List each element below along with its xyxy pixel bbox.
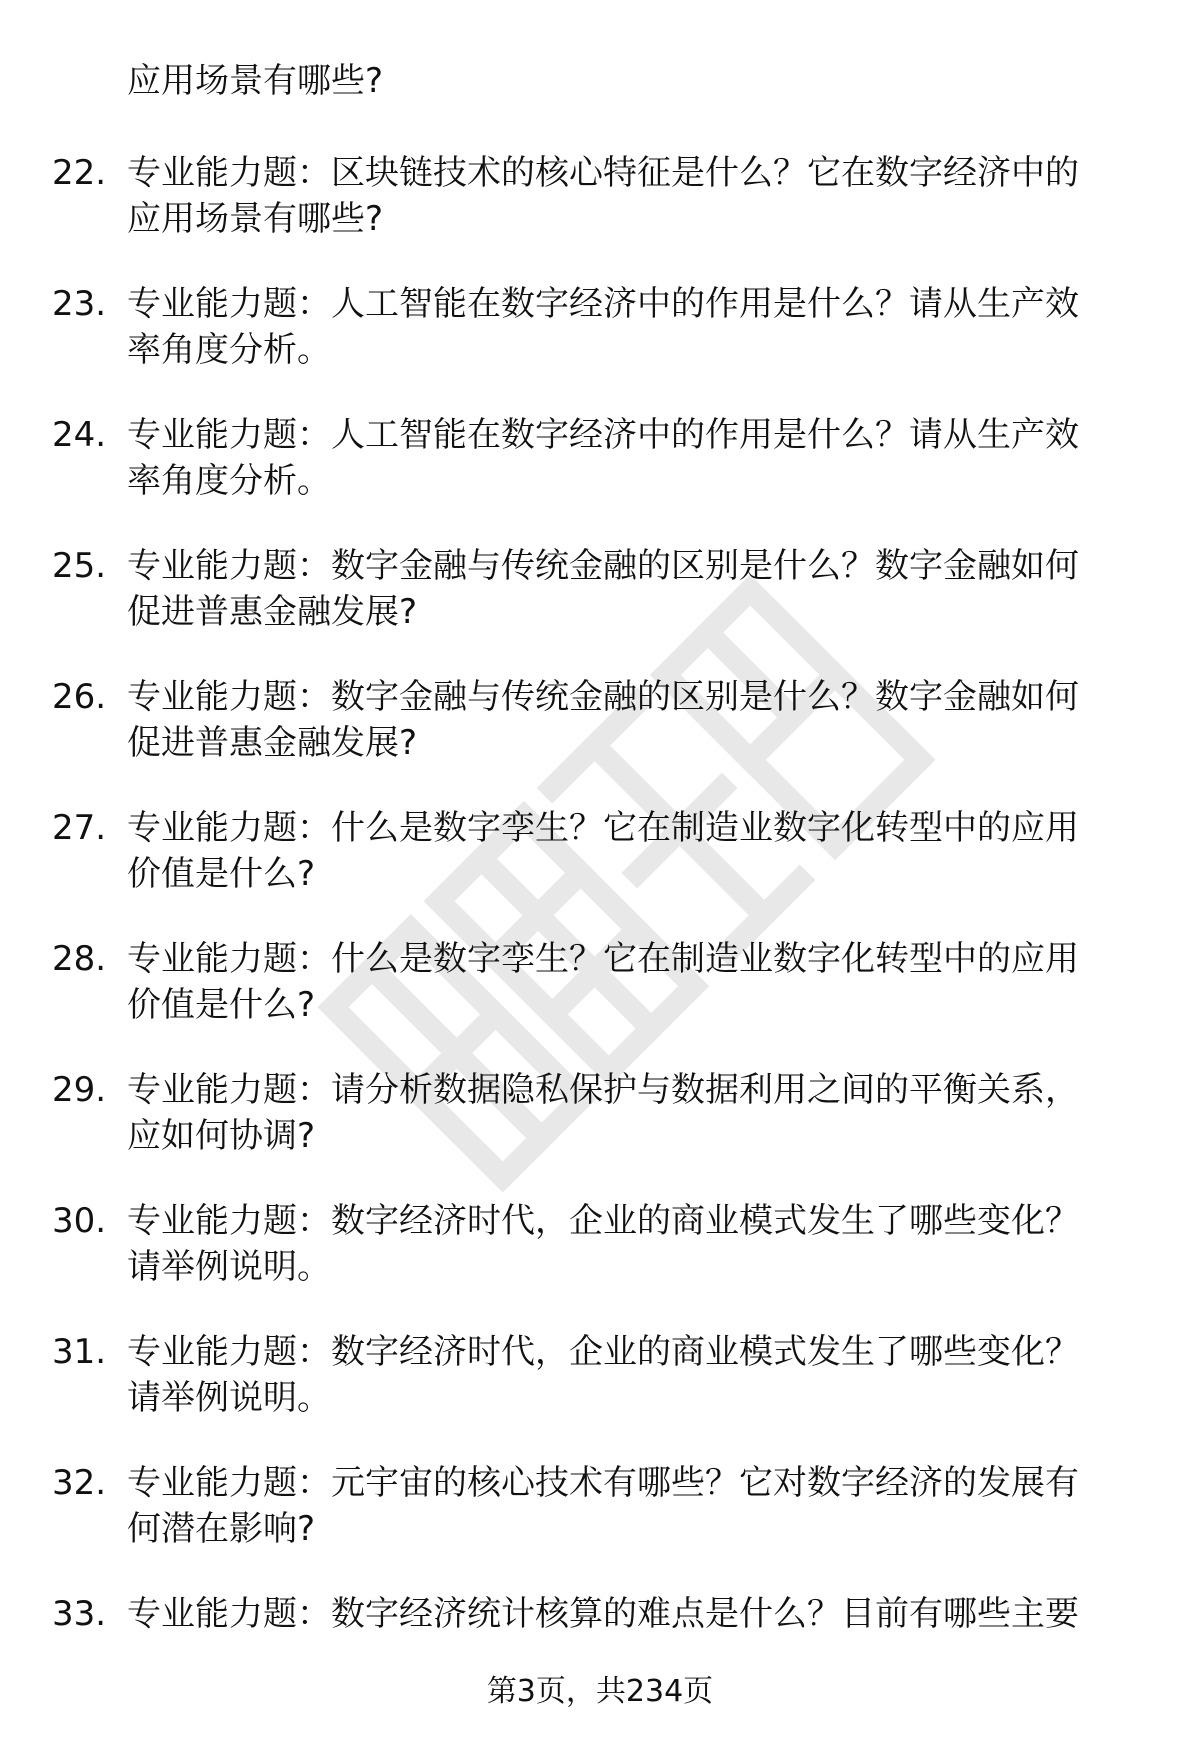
question-list [0,150,1200,1722]
question-line: 请举例说明。 [127,1247,331,1287]
question-number: 23. [52,284,107,324]
question-number: 29. [52,1070,107,1110]
question-number: 27. [52,808,107,848]
question-item [0,281,1200,412]
question-text [127,150,1142,242]
question-text [127,281,1142,373]
question-item [0,805,1200,936]
question-text [127,412,1142,504]
question-line: 价值是什么? [127,854,316,894]
question-line: 促进普惠金融发展? [127,723,418,763]
question-text [127,1067,1142,1159]
question-line: 请举例说明。 [127,1378,331,1418]
question-text [127,1198,1142,1290]
question-number: 30. [52,1201,107,1241]
question-line: 专业能力题：人工智能在数字经济中的作用是什么？请从生产效 [127,284,1079,324]
question-item [0,1329,1200,1460]
question-text [127,1329,1142,1421]
question-line: 促进普惠金融发展? [127,592,418,632]
question-number: 31. [52,1332,107,1372]
question-line: 应如何协调? [127,1116,316,1156]
question-text [127,543,1142,635]
question-number: 24. [52,415,107,455]
question-item [0,674,1200,805]
question-number: 32. [52,1463,107,1503]
question-line: 专业能力题：区块链技术的核心特征是什么？它在数字经济中的 [127,153,1079,193]
question-line: 专业能力题：什么是数字孪生？它在制造业数字化转型中的应用 [127,939,1079,979]
question-line: 专业能力题：数字金融与传统金融的区别是什么？数字金融如何 [127,546,1079,586]
question-item [0,1198,1200,1329]
question-text [127,1591,1142,1637]
question-line: 率角度分析。 [127,461,331,501]
question-item [0,936,1200,1067]
page-footer: 第3页，共234页 [486,1674,714,1709]
question-line: 价值是什么? [127,985,316,1025]
question-line: 专业能力题：人工智能在数字经济中的作用是什么？请从生产效 [127,415,1079,455]
continued-text: 应用场景有哪些? [127,61,384,101]
question-line: 专业能力题：什么是数字孪生？它在制造业数字化转型中的应用 [127,808,1079,848]
question-line: 专业能力题：数字经济统计核算的难点是什么？目前有哪些主要 [127,1594,1079,1634]
question-number: 33. [52,1594,107,1634]
question-item [0,412,1200,543]
question-text [127,936,1142,1028]
question-number: 25. [52,546,107,586]
question-item [0,543,1200,674]
question-line: 率角度分析。 [127,330,331,370]
question-item [0,1067,1200,1198]
question-line: 何潜在影响? [127,1509,316,1549]
question-number: 22. [52,153,107,193]
question-text [127,1460,1142,1552]
question-item [0,150,1200,281]
question-number: 26. [52,677,107,717]
question-line: 专业能力题：数字经济时代，企业的商业模式发生了哪些变化？ [127,1332,1079,1372]
question-number: 28. [52,939,107,979]
question-line: 应用场景有哪些? [127,199,384,239]
question-line: 专业能力题：请分析数据隐私保护与数据利用之间的平衡关系， [127,1070,1079,1110]
question-line: 专业能力题：数字金融与传统金融的区别是什么？数字金融如何 [127,677,1079,717]
question-text [127,674,1142,766]
question-item [0,1460,1200,1591]
question-text [127,805,1142,897]
question-line: 专业能力题：元宇宙的核心技术有哪些？它对数字经济的发展有 [127,1463,1079,1503]
question-line: 专业能力题：数字经济时代，企业的商业模式发生了哪些变化？ [127,1201,1079,1241]
